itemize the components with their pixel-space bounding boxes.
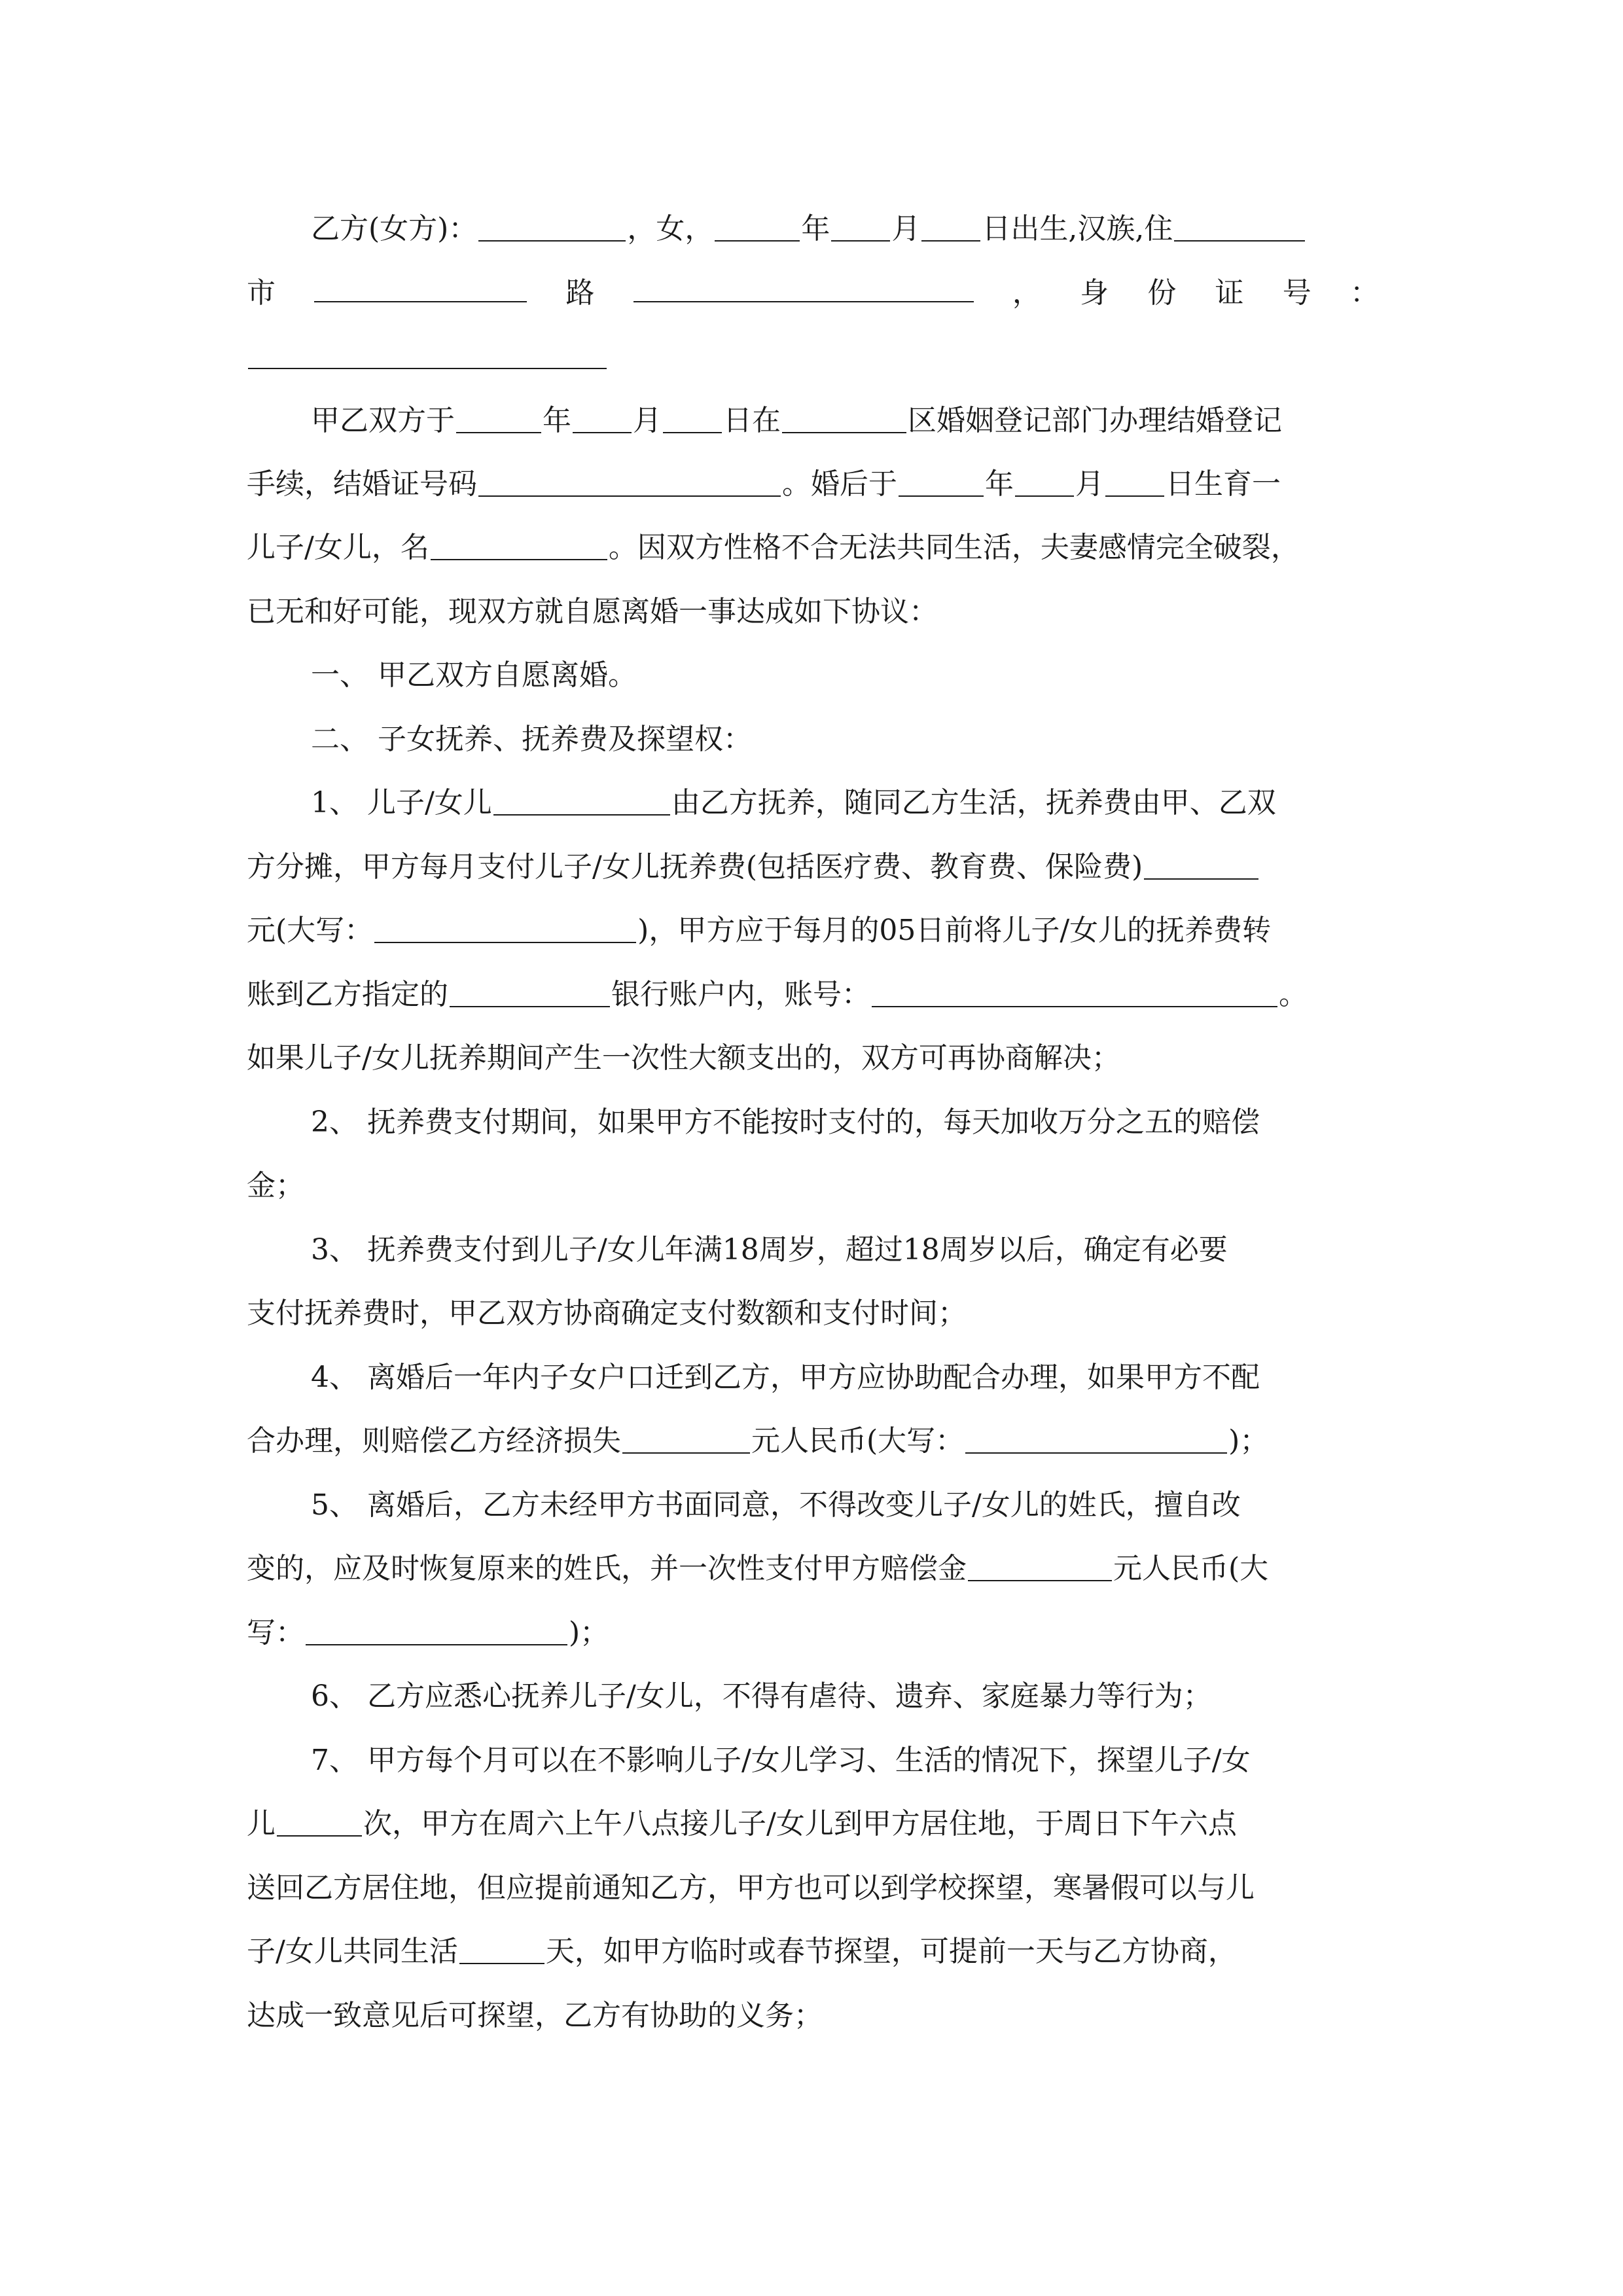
marriage-day-blank[interactable]	[663, 403, 722, 433]
party-b-line: 乙方(女方)： ，女， 年 月 日出生,汉族,住	[311, 203, 1379, 255]
support-amount-blank[interactable]	[1144, 850, 1258, 880]
marriage-line-1: 甲乙双方于 年 月 日在 区婚姻登记部门办理结婚登记	[311, 404, 1282, 437]
compensation-amount-blank[interactable]	[622, 1424, 750, 1454]
birth-child-month-blank[interactable]	[1015, 467, 1074, 497]
city-blank[interactable]	[314, 272, 527, 302]
birth-month-blank[interactable]	[831, 211, 890, 242]
item-5-line-3: 写： )；	[247, 1616, 609, 1649]
item-3-line-1: 3、 抚养费支付到儿子/女儿年满18周岁，超过18周岁以后，确定有必要	[311, 1233, 1228, 1266]
item-6: 6、 乙方应悉心抚养儿子/女儿，不得有虐待、遗弃、家庭暴力等行为；	[311, 1679, 1212, 1713]
account-number-blank[interactable]	[872, 977, 1277, 1007]
id-number-line	[247, 331, 1379, 383]
marriage-month-blank[interactable]	[573, 403, 632, 433]
item-5-line-2: 变的，应及时恢复原来的姓氏，并一次性支付甲方赔偿金 元人民币(大	[247, 1552, 1269, 1585]
compensation-words-blank[interactable]	[965, 1424, 1227, 1454]
item-1-line-2: 方分摊，甲方每月支付儿子/女儿抚养费(包括医疗费、教育费、保险费)	[247, 841, 1379, 893]
article-2: 二、 子女抚养、抚养费及探望权：	[311, 723, 752, 756]
name-blank[interactable]	[478, 211, 626, 242]
item-7-line-1: 7、 甲方每个月可以在不影响儿子/女儿学习、生活的情况下，探望儿子/女	[311, 1744, 1251, 1777]
item-7-line-2: 儿 次，甲方在周六上午八点接儿子/女儿到甲方居住地，于周日下午六点	[247, 1807, 1237, 1840]
marriage-line-3: 儿子/女儿，名 。因双方性格不合无法共同生活，夫妻感情完全破裂，	[247, 531, 1300, 564]
road-blank[interactable]	[633, 272, 974, 302]
item-4-line-2: 合办理，则赔偿乙方经济损失 元人民币(大写： )；	[247, 1424, 1269, 1458]
item-1-line-5: 如果儿子/女儿抚养期间产生一次性大额支出的，双方可再协商解决；	[247, 1041, 1120, 1075]
indemnity-words-blank[interactable]	[306, 1615, 567, 1645]
item-7-line-3: 送回乙方居住地，但应提前通知乙方，甲方也可以到学校探望，寒暑假可以与儿	[247, 1871, 1255, 1905]
visit-count-blank[interactable]	[277, 1806, 362, 1837]
item-2-line-1: 2、 抚养费支付期间，如果甲方不能按时支付的，每天加收万分之五的赔偿	[311, 1105, 1260, 1139]
birth-child-day-blank[interactable]	[1105, 467, 1164, 497]
child-name-2-blank[interactable]	[493, 785, 670, 816]
marriage-line-4: 已无和好可能，现双方就自愿离婚一事达成如下协议：	[247, 595, 938, 628]
item-1-line-4: 账到乙方指定的 银行账户内，账号： 。	[247, 978, 1308, 1011]
item-7-line-4: 子/女儿共同生活 天，如甲方临时或春节探望，可提前一天与乙方协商，	[247, 1935, 1237, 1968]
marriage-year-blank[interactable]	[456, 403, 541, 433]
item-1-line-1: 1、 儿子/女儿 由乙方抚养，随同乙方生活，抚养费由甲、乙双	[311, 786, 1276, 819]
residence-blank[interactable]	[1174, 211, 1305, 242]
district-blank[interactable]	[782, 403, 906, 433]
certificate-number-blank[interactable]	[478, 467, 781, 497]
birth-day-blank[interactable]	[921, 211, 980, 242]
birth-year-blank[interactable]	[715, 211, 800, 242]
indemnity-amount-blank[interactable]	[968, 1551, 1112, 1581]
holiday-days-blank[interactable]	[459, 1934, 544, 1964]
item-7-line-5: 达成一致意见后可探望，乙方有协助的义务；	[247, 1999, 823, 2032]
child-name-blank[interactable]	[431, 530, 607, 560]
item-2-line-2: 金；	[247, 1169, 304, 1202]
item-3-line-2: 支付抚养费时，甲乙双方协商确定支付数额和支付时间；	[247, 1297, 967, 1330]
marriage-line-2: 手续，结婚证号码 。婚后于 年 月 日生育一	[247, 467, 1281, 501]
support-amount-words-blank[interactable]	[374, 913, 636, 943]
item-5-line-1: 5、 离婚后，乙方未经甲方书面同意，不得改变儿子/女儿的姓氏，擅自改	[311, 1488, 1241, 1522]
address-line: 市 路 ， 身 份 证 号 ：	[247, 267, 1379, 319]
item-4-line-1: 4、 离婚后一年内子女户口迁到乙方，甲方应协助配合办理，如果甲方不配	[311, 1361, 1260, 1394]
article-1: 一、 甲乙双方自愿离婚。	[311, 658, 637, 692]
item-1-line-3: 元(大写： )，甲方应于每月的05日前将儿子/女儿的抚养费转	[247, 914, 1272, 947]
bank-name-blank[interactable]	[450, 977, 610, 1007]
birth-child-year-blank[interactable]	[899, 467, 984, 497]
id-number-blank[interactable]	[248, 339, 607, 369]
